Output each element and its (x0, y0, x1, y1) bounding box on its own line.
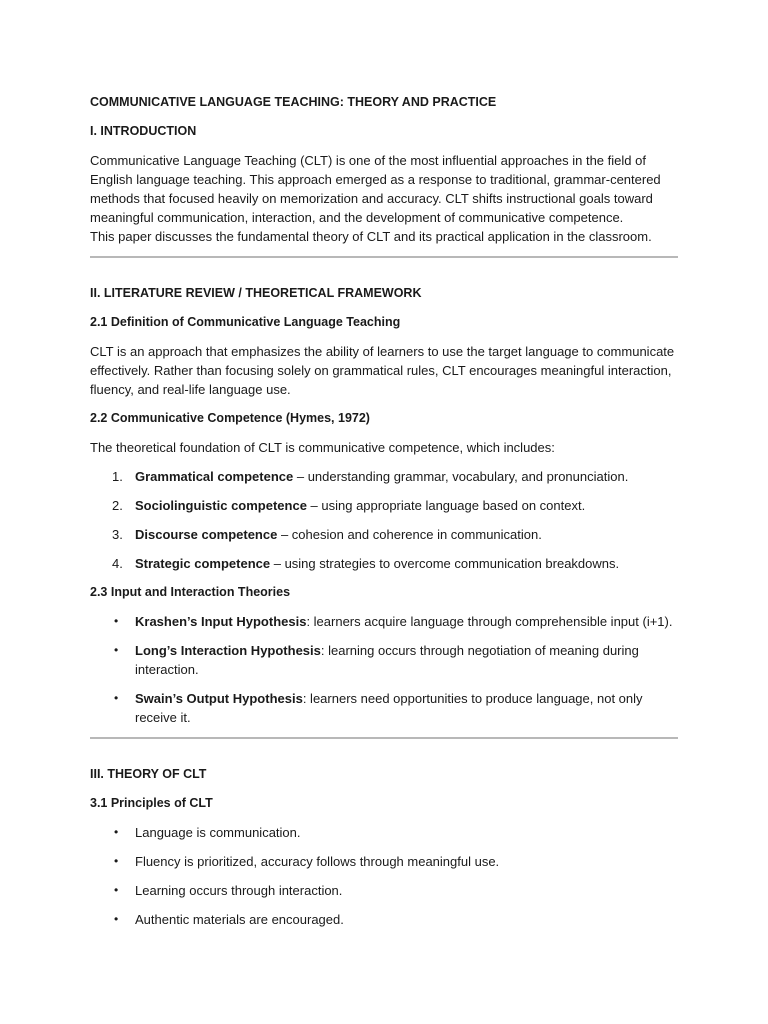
introduction-paragraph-text: Communicative Language Teaching (CLT) is one of the most influential approaches in the field of English language teaching. This approach emerged as a response to traditional, grammar-centered methods that focused heavily on memorization and accuracy. CLT shifts instructional goals toward meaningful communication, interaction, and the development of communicative competence. (90, 153, 661, 225)
list-item (90, 689, 678, 727)
subheading-3-1: 3.1 Principles of CLT (90, 796, 213, 810)
subheading-2-1: 2.1 Definition of Communicative Language Teaching (90, 315, 401, 329)
introduction-paragraph (90, 151, 678, 246)
list-item (90, 641, 678, 679)
section-heading-introduction: I. INTRODUCTION (90, 124, 197, 138)
list-item-text: – understanding grammar, vocabulary, and pronunciation. (293, 469, 629, 484)
list-item-term: Krashen’s Input Hypothesis (135, 614, 307, 629)
list-item (90, 467, 678, 486)
list-item-term: Swain’s Output Hypothesis (135, 691, 303, 706)
list-item-text: Language is communication. (135, 825, 301, 840)
list-item (90, 910, 678, 929)
hypothesis-list (90, 612, 678, 727)
list-item (90, 612, 678, 631)
bullet-icon: • (114, 614, 119, 628)
definition-paragraph: CLT is an approach that emphasizes the ability of learners to use the target language to communicate effectively. Rather than focusing solely on grammatical rules, CLT encourages meaningful interaction, fluency, and real-life language use. (90, 344, 675, 397)
list-item-text: – using strategies to overcome communication breakdowns. (270, 556, 620, 571)
section-divider (90, 737, 678, 739)
list-item (90, 554, 678, 573)
list-item (90, 852, 678, 871)
document-title: COMMUNICATIVE LANGUAGE TEACHING: THEORY AND PRACTICE (90, 95, 497, 109)
section-divider (90, 256, 678, 258)
subheading-2-3: 2.3 Input and Interaction Theories (90, 585, 291, 599)
section-heading-literature-review: II. LITERATURE REVIEW / THEORETICAL FRAMEWORK (90, 286, 422, 300)
list-number: 1. (112, 469, 123, 484)
list-item (90, 881, 678, 900)
list-item-term: Strategic competence (135, 556, 271, 571)
bullet-icon: • (114, 912, 119, 926)
list-item (90, 525, 678, 544)
bullet-icon: • (114, 825, 119, 839)
list-item-term: Grammatical competence (135, 469, 294, 484)
principles-list (90, 823, 678, 929)
competence-list (90, 467, 678, 573)
bullet-icon: • (114, 691, 119, 705)
list-item-term: Sociolinguistic competence (135, 498, 307, 513)
list-number: 2. (112, 498, 123, 513)
list-item-text: – using appropriate language based on context. (306, 498, 586, 513)
list-number: 3. (112, 527, 123, 542)
list-item (90, 496, 678, 515)
introduction-paragraph-text-2: This paper discusses the fundamental theory of CLT and its practical application in the classroom. (90, 229, 652, 244)
bullet-icon: • (114, 643, 119, 657)
list-item-text: Authentic materials are encouraged. (135, 912, 344, 927)
bullet-icon: • (114, 854, 119, 868)
list-item-term: Long’s Interaction Hypothesis (135, 643, 321, 658)
section-heading-theory: III. THEORY OF CLT (90, 767, 207, 781)
list-item (90, 823, 678, 842)
list-item-text: – cohesion and coherence in communication. (277, 527, 542, 542)
list-item-text: Fluency is prioritized, accuracy follows through meaningful use. (135, 854, 500, 869)
list-item-text: Learning occurs through interaction. (135, 883, 343, 898)
list-item-text: : learners need opportunities to produce language, not only receive it. (135, 691, 643, 725)
competence-intro-paragraph: The theoretical foundation of CLT is communicative competence, which includes: (90, 440, 555, 455)
list-number: 4. (112, 556, 123, 571)
list-item-term: Discourse competence (135, 527, 278, 542)
list-item-text: : learning occurs through negotiation of meaning during interaction. (135, 643, 639, 677)
bullet-icon: • (114, 883, 119, 897)
list-item-text: : learners acquire language through comprehensible input (i+1). (306, 614, 673, 629)
subheading-2-2: 2.2 Communicative Competence (Hymes, 1972) (90, 411, 370, 425)
